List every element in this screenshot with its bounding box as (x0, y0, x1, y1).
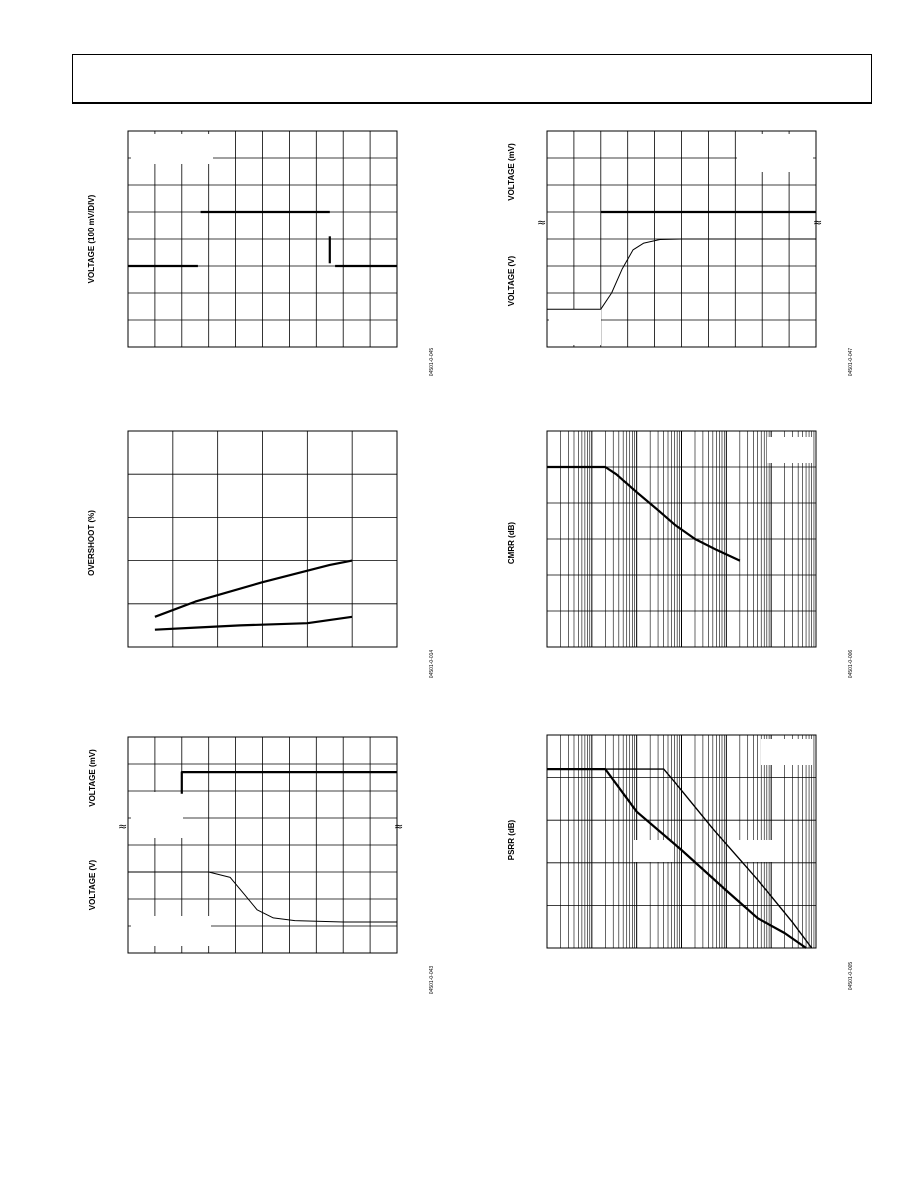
chart-c2 (547, 131, 816, 347)
y-axis-label-bottom: VOLTAGE (V) (88, 859, 97, 911)
figure-id: 04501-0-043 (429, 965, 435, 995)
annotation-mask (767, 437, 813, 463)
chart-c4 (547, 431, 816, 647)
annotation-mask (131, 916, 211, 946)
chart-c6 (547, 735, 816, 948)
annotation-mask (761, 739, 813, 765)
y-axis-label: VOLTAGE (100 mV/DIV) (87, 194, 96, 284)
chart-c5 (128, 737, 397, 953)
figure-id: 04501-0-014 (429, 649, 435, 679)
y-axis-label: OVERSHOOT (%) (87, 510, 96, 576)
figure-id: 04501-0-045 (429, 347, 435, 377)
annotation-mask (739, 840, 777, 862)
axis-break-right: ≈ (813, 216, 823, 229)
annotation-mask (131, 134, 213, 164)
annotation-mask (131, 792, 183, 838)
y-axis-label: CMRR (dB) (507, 521, 516, 565)
axis-break-left: ≈ (118, 820, 128, 833)
figure-id: 04501-0-047 (848, 347, 854, 377)
y-axis-label: PSRR (dB) (507, 819, 516, 861)
y-axis-label-bottom: VOLTAGE (V) (507, 255, 516, 307)
y-axis-label-top: VOLTAGE (mV) (88, 749, 97, 807)
chart-c3 (128, 431, 397, 647)
y-axis-label-top: VOLTAGE (mV) (507, 143, 516, 201)
annotation-mask (737, 134, 813, 172)
annotation-mask (549, 309, 601, 345)
chart-c1 (128, 131, 397, 347)
figure-id: 04501-0-005 (848, 961, 854, 991)
figure-id: 04501-0-006 (848, 649, 854, 679)
annotation-mask (634, 840, 672, 862)
axis-break-right: ≈ (394, 820, 404, 833)
axis-break-left: ≈ (537, 216, 547, 229)
